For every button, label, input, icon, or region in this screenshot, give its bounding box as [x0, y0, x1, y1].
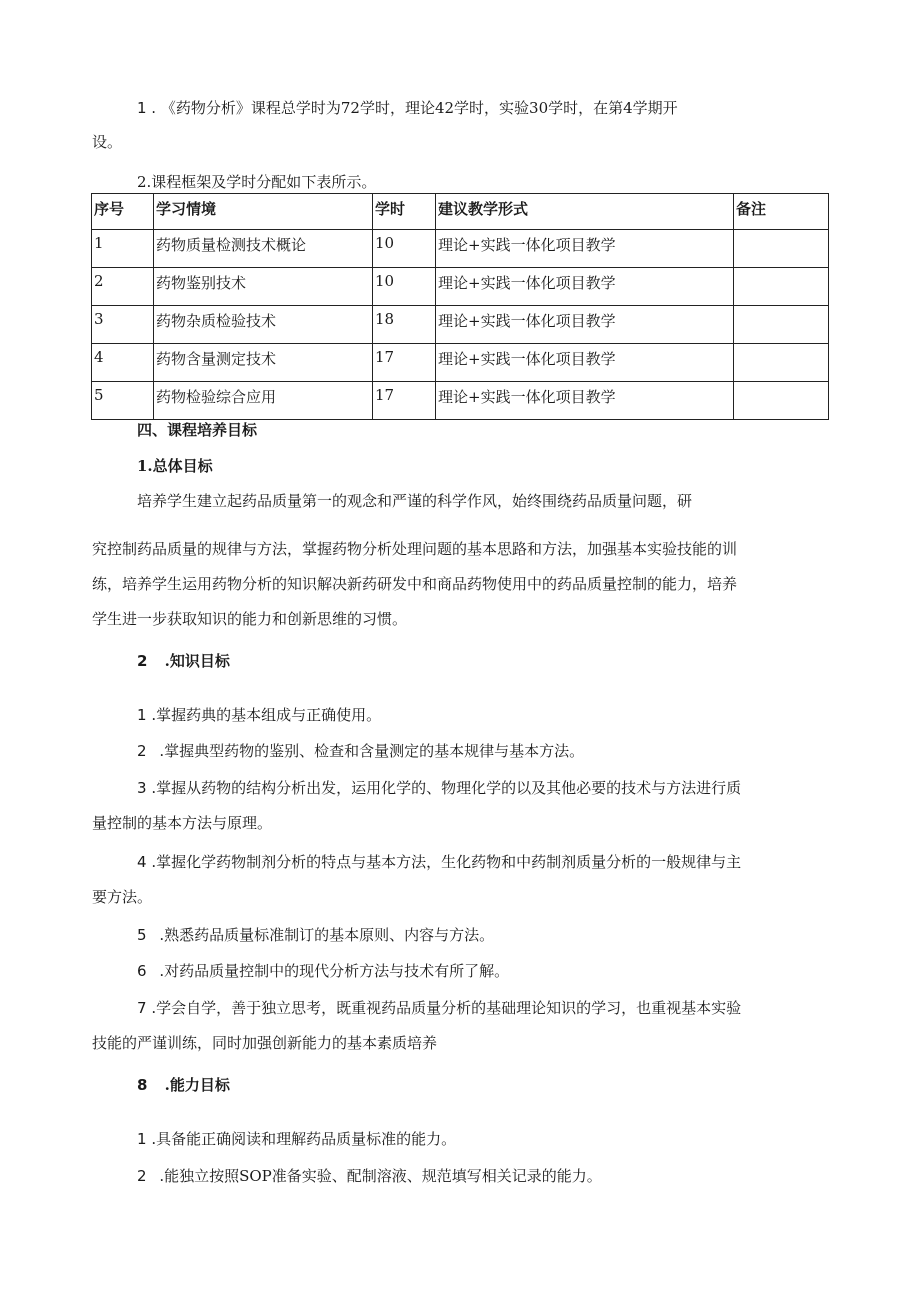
table-cell	[734, 344, 829, 382]
list-item	[137, 961, 509, 981]
table-cell: 17	[373, 382, 436, 420]
table-cell: 18	[373, 306, 436, 344]
item-number: 2	[137, 742, 147, 760]
table-cell	[734, 268, 829, 306]
table-cell: 理论+实践一体化项目教学	[436, 230, 734, 268]
table-row	[92, 382, 829, 420]
list-item	[137, 998, 741, 1018]
table-cell: 10	[373, 230, 436, 268]
table-cell	[734, 230, 829, 268]
section-heading: 四、课程培养目标	[137, 421, 258, 439]
table-cell: 理论+实践一体化项目教学	[436, 306, 734, 344]
table-cell: 1	[92, 230, 154, 268]
table-cell: 5	[92, 382, 154, 420]
table-cell: 10	[373, 268, 436, 306]
table-cell: 4	[92, 344, 154, 382]
item-number: 3	[137, 779, 147, 797]
course-hours-continuation: 设。	[92, 133, 123, 151]
item-text: .对药品质量控制中的现代分析方法与技术有所了解。	[159, 962, 510, 980]
table-cell: 药物含量测定技术	[154, 344, 373, 382]
item-number: 4	[137, 853, 147, 871]
header-cell: 序号	[92, 194, 154, 230]
header-cell: 学习情境	[154, 194, 373, 230]
paragraph-line: 培养学生建立起药品质量第一的观念和严谨的科学作风，始终围绕药品质量问题，研	[137, 492, 693, 510]
list-item-continuation: 要方法。	[92, 888, 153, 906]
item-text: .掌握药典的基本组成与正确使用。	[151, 706, 382, 724]
list-item	[137, 1129, 456, 1149]
table-cell: 2	[92, 268, 154, 306]
heading-text: .能力目标	[164, 1076, 230, 1094]
framework-line: 2.课程框架及学时分配如下表所示。	[137, 173, 377, 191]
item-number: 8	[137, 1076, 148, 1094]
header-cell: 学时	[373, 194, 436, 230]
item-text: .掌握从药物的结构分析出发，运用化学的、物理化学的以及其他必要的技术与方法进行质	[151, 779, 742, 797]
item-number: 1 .	[137, 99, 157, 117]
table-cell: 理论+实践一体化项目教学	[436, 382, 734, 420]
heading-text: .知识目标	[164, 652, 230, 670]
header-cell: 建议教学形式	[436, 194, 734, 230]
table-cell: 药物质量检测技术概论	[154, 230, 373, 268]
table-cell: 理论+实践一体化项目教学	[436, 268, 734, 306]
item-text: .掌握化学药物制剂分析的特点与基本方法，生化药物和中药制剂质量分析的一般规律与主	[151, 853, 742, 871]
table-cell: 药物鉴别技术	[154, 268, 373, 306]
table-cell: 药物检验综合应用	[154, 382, 373, 420]
table-row	[92, 306, 829, 344]
item-number: 2	[137, 652, 148, 670]
item-number: 6	[137, 962, 147, 980]
list-item	[137, 925, 494, 945]
item-text: .熟悉药品质量标准制订的基本原则、内容与方法。	[159, 926, 495, 944]
table-row	[92, 230, 829, 268]
overall-goal-heading: 1.总体目标	[137, 457, 213, 475]
item-number: 1	[137, 706, 147, 724]
course-hours-text: 《药物分析》课程总学时为72学时，理论42学时，实验30学时，在第4学期开	[160, 99, 678, 117]
list-item-continuation: 量控制的基本方法与原理。	[92, 814, 273, 832]
item-number: 2	[137, 1167, 147, 1185]
table-cell: 3	[92, 306, 154, 344]
list-item	[137, 705, 381, 725]
table-row	[92, 268, 829, 306]
table-cell: 药物杂质检验技术	[154, 306, 373, 344]
list-item	[137, 778, 741, 798]
list-item-continuation: 技能的严谨训练，同时加强创新能力的基本素质培养	[92, 1034, 438, 1052]
knowledge-goal-heading	[137, 651, 230, 671]
list-item	[137, 852, 741, 872]
course-framework-table	[91, 193, 829, 420]
item-text: .掌握典型药物的鉴别、检查和含量测定的基本规律与基本方法。	[159, 742, 585, 760]
table-cell	[734, 382, 829, 420]
table-cell	[734, 306, 829, 344]
table-cell: 17	[373, 344, 436, 382]
paragraph-line: 学生进一步获取知识的能力和创新思维的习惯。	[92, 610, 408, 628]
list-item	[137, 741, 584, 761]
paragraph-line: 练，培养学生运用药物分析的知识解决新药研发中和商品药物使用中的药品质量控制的能力，培养	[92, 575, 738, 593]
header-cell: 备注	[734, 194, 829, 230]
item-text: .能独立按照SOP准备实验、配制溶液、规范填写相关记录的能力。	[159, 1167, 602, 1185]
paragraph-line: 究控制药品质量的规律与方法，掌握药物分析处理问题的基本思路和方法，加强基本实验技能的训	[92, 540, 738, 558]
table-header-row	[92, 194, 829, 230]
item-text: .具备能正确阅读和理解药品质量标准的能力。	[151, 1130, 457, 1148]
course-hours-line	[137, 98, 678, 118]
item-number: 1	[137, 1130, 147, 1148]
ability-goal-heading	[137, 1075, 230, 1095]
list-item	[137, 1166, 602, 1186]
item-number: 5	[137, 926, 147, 944]
table-cell: 理论+实践一体化项目教学	[436, 344, 734, 382]
item-text: .学会自学，善于独立思考，既重视药品质量分析的基础理论知识的学习，也重视基本实验	[151, 999, 742, 1017]
item-number: 7	[137, 999, 147, 1017]
table-row	[92, 344, 829, 382]
